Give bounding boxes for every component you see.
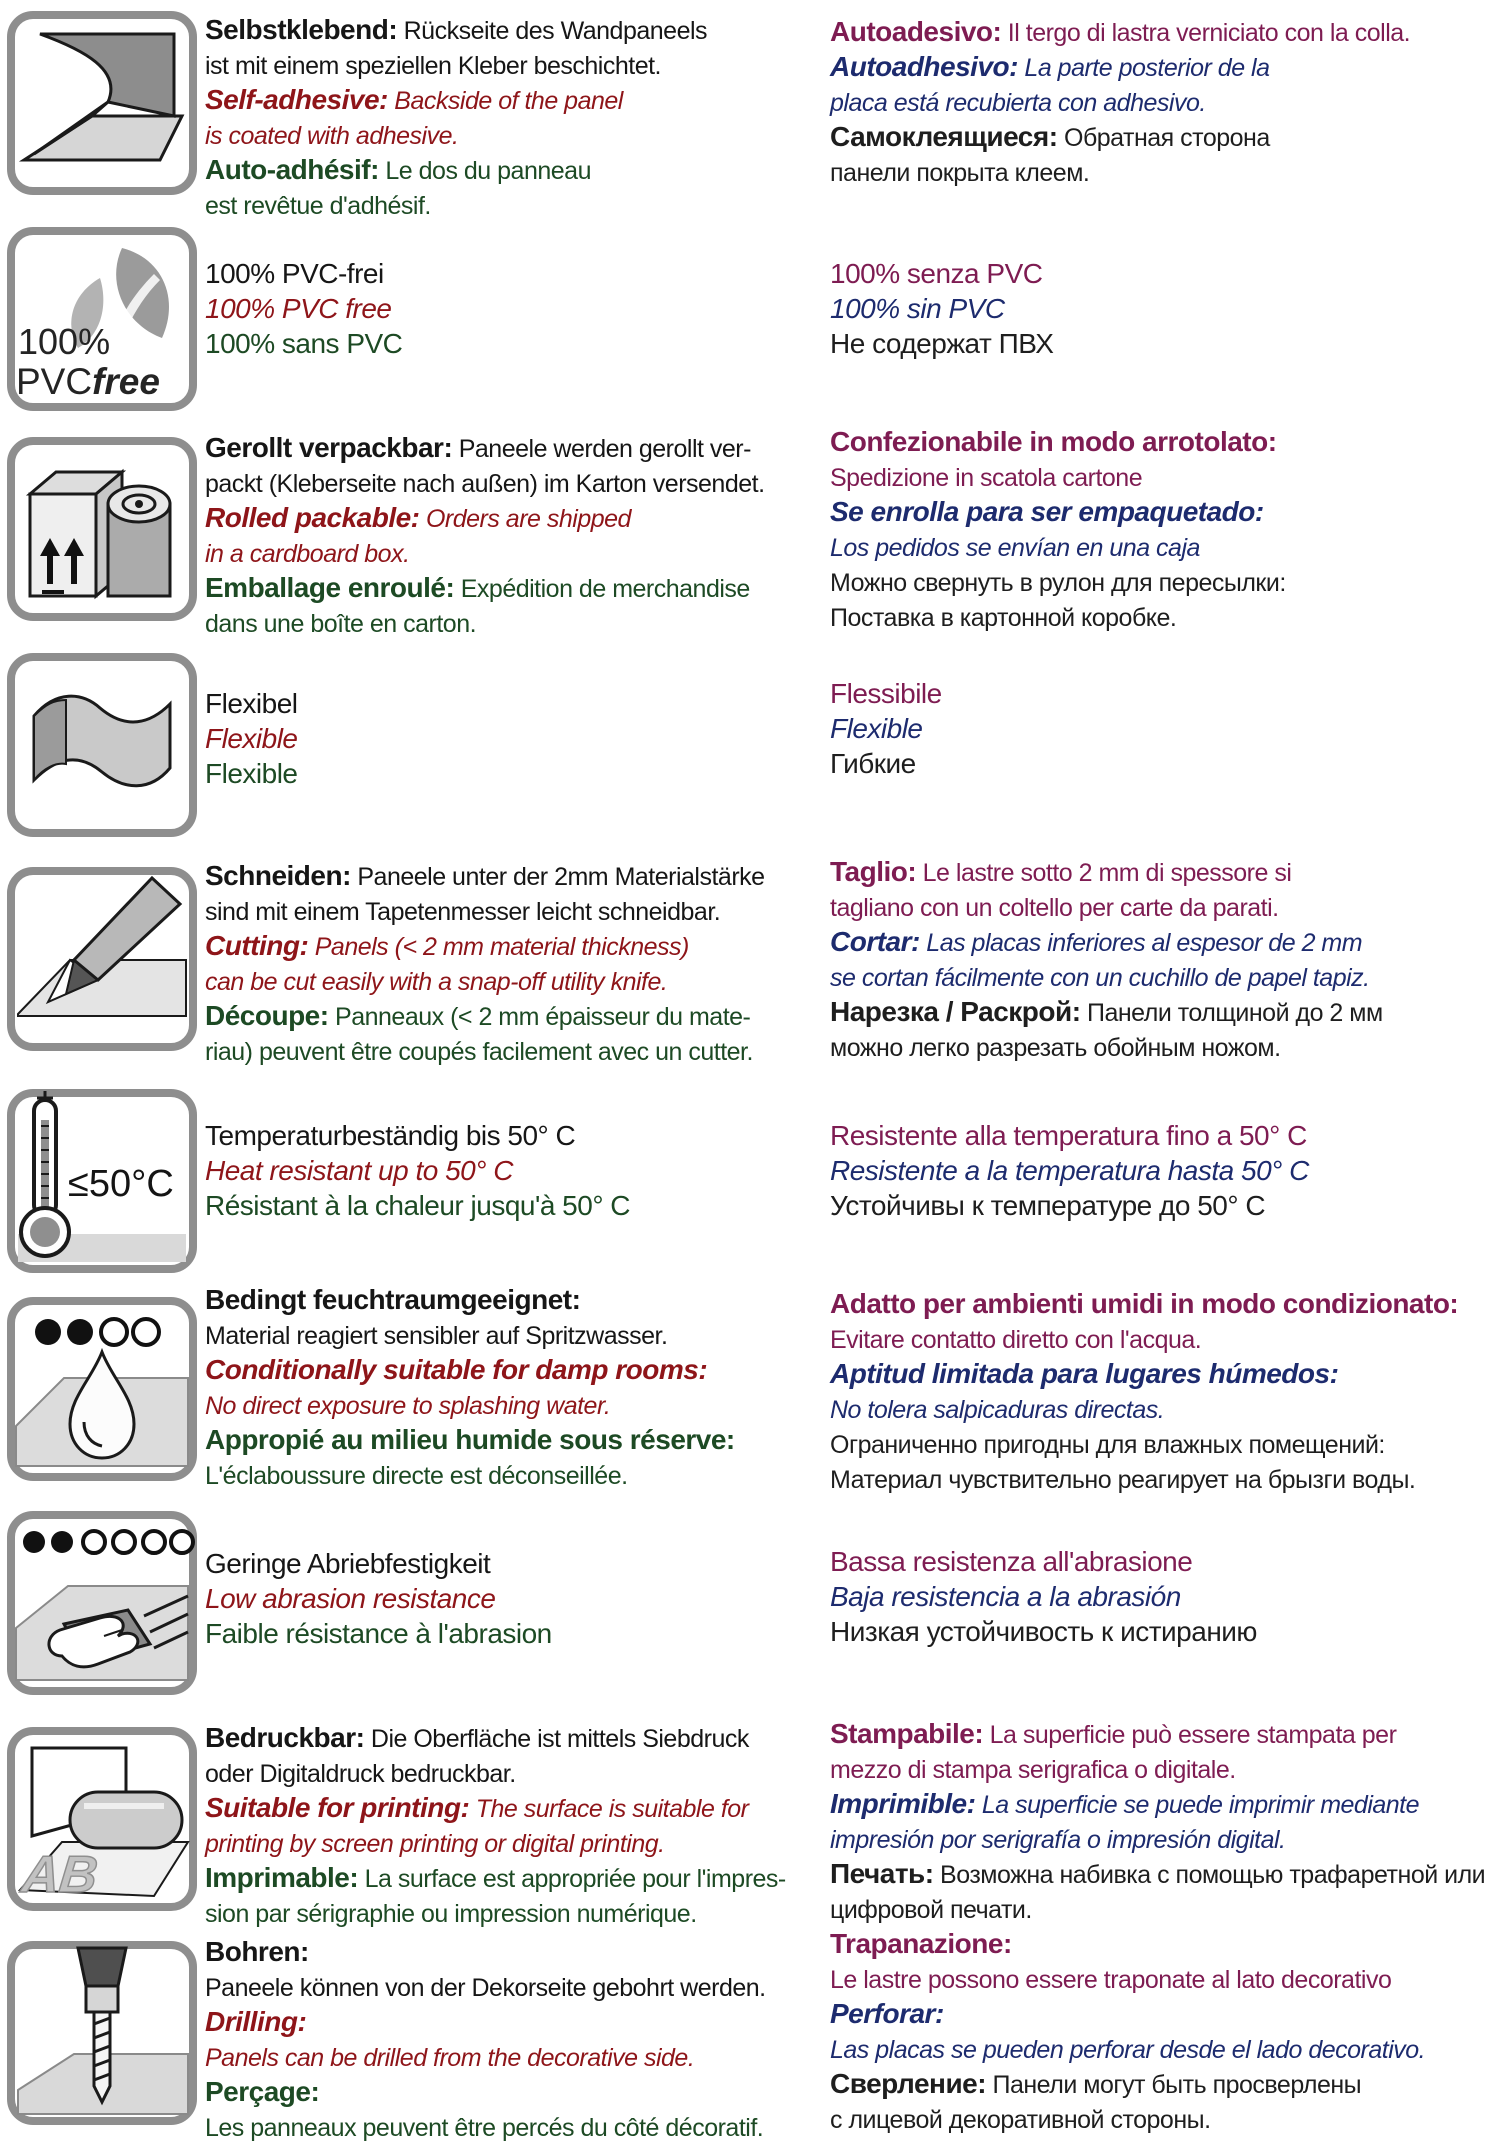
text-line bbox=[830, 959, 1495, 994]
text-body: Устойчивы к температуре до 50° C bbox=[830, 1190, 1266, 1221]
text-line bbox=[830, 746, 1495, 781]
text-body: Ограниченно пригодны для влажных помещений: bbox=[830, 1431, 1385, 1459]
text-line bbox=[830, 459, 1495, 494]
text-line bbox=[830, 1751, 1495, 1786]
text-line bbox=[205, 535, 820, 570]
text-body: printing by screen printing or digital printing. bbox=[205, 1830, 665, 1858]
text-body: Le lastre sotto 2 mm di spessore si bbox=[916, 859, 1292, 887]
text-body: Spedizione in scatola cartone bbox=[830, 464, 1143, 492]
text-line bbox=[830, 2066, 1495, 2101]
text-line bbox=[205, 893, 820, 928]
text-line bbox=[205, 1581, 820, 1616]
text-line bbox=[830, 1856, 1495, 1891]
text-line bbox=[830, 1029, 1495, 1064]
text-column-left bbox=[205, 858, 820, 1068]
text-line bbox=[830, 494, 1495, 529]
text-line bbox=[830, 1926, 1495, 1961]
text-body: Панели могут быть просверлены bbox=[986, 2071, 1362, 2099]
text-label: Cortar: bbox=[830, 926, 920, 957]
text-line bbox=[830, 854, 1495, 889]
text-line bbox=[830, 1786, 1495, 1821]
text-line bbox=[830, 676, 1495, 711]
text-line bbox=[205, 570, 820, 605]
text-body: Orders are shipped bbox=[419, 505, 631, 533]
text-body: Los pedidos se envían en una caja bbox=[830, 534, 1200, 562]
text-column-right bbox=[830, 1118, 1495, 1223]
text-body: est revêtue d'adhésif. bbox=[205, 192, 431, 220]
text-body: Faible résistance à l'abrasion bbox=[205, 1618, 552, 1649]
text-column-left bbox=[205, 1720, 820, 1930]
text-label: Stampabile: bbox=[830, 1718, 984, 1749]
text-column-left bbox=[205, 256, 820, 361]
text-column-left bbox=[205, 1282, 820, 1492]
text-line bbox=[830, 1391, 1495, 1426]
text-body: Не содержат ПВХ bbox=[830, 328, 1054, 359]
text-line bbox=[205, 500, 820, 535]
text-label: Rolled packable: bbox=[205, 502, 420, 533]
text-body: Résistant à la chaleur jusqu'à 50° C bbox=[205, 1190, 631, 1221]
text-body: Resistente alla temperatura fino a 50° C bbox=[830, 1120, 1307, 1151]
peel-icon bbox=[4, 8, 200, 198]
text-column-left bbox=[205, 1118, 820, 1223]
text-label: Autoadesivo: bbox=[830, 16, 1002, 47]
text-line bbox=[830, 424, 1495, 459]
text-body: Гибкие bbox=[830, 748, 916, 779]
temperature-icon bbox=[4, 1086, 200, 1276]
text-body: Il tergo di lastra verniciato con la colla. bbox=[1001, 19, 1411, 47]
text-line bbox=[205, 1616, 820, 1651]
text-label: Imprimible: bbox=[830, 1788, 976, 1819]
text-line bbox=[205, 291, 820, 326]
text-line bbox=[205, 47, 820, 82]
text-label: Cutting: bbox=[205, 930, 309, 961]
text-label: Perçage: bbox=[205, 2076, 320, 2107]
text-line bbox=[830, 924, 1495, 959]
text-label: Самоклеящиеся: bbox=[830, 121, 1058, 152]
svg-text:100%: 100% bbox=[18, 321, 111, 362]
text-body: dans une boîte en carton. bbox=[205, 610, 477, 638]
text-line bbox=[205, 1033, 820, 1068]
text-line bbox=[830, 291, 1495, 326]
text-body: Expédition de merchandise bbox=[454, 575, 750, 603]
text-line bbox=[830, 1579, 1495, 1614]
text-body: Rückseite des Wandpaneels bbox=[397, 17, 708, 45]
text-body: Paneele unter der 2mm Materialstärke bbox=[350, 863, 765, 891]
text-label: Suitable for printing: bbox=[205, 1792, 470, 1823]
text-line bbox=[205, 1352, 820, 1387]
text-line bbox=[205, 1317, 820, 1352]
text-body: ist mit einem speziellen Kleber beschichtet. bbox=[205, 52, 662, 80]
text-label: Découpe: bbox=[205, 1000, 329, 1031]
text-label: Gerollt verpackbar: bbox=[205, 432, 453, 463]
text-body: tagliano con un coltello per carte da parati. bbox=[830, 894, 1279, 922]
text-line bbox=[830, 1426, 1495, 1461]
text-body: Low abrasion resistance bbox=[205, 1583, 496, 1614]
text-line bbox=[205, 963, 820, 998]
text-line bbox=[830, 1961, 1495, 1996]
text-body: La surface est appropriée pour l'impres- bbox=[358, 1865, 786, 1893]
text-body: Поставка в картонной коробке. bbox=[830, 604, 1177, 632]
text-line bbox=[205, 686, 820, 721]
text-body: No direct exposure to splashing water. bbox=[205, 1392, 611, 1420]
text-body: Geringe Abriebfestigkeit bbox=[205, 1548, 491, 1579]
abrasion-icon bbox=[4, 1508, 200, 1698]
text-line bbox=[205, 430, 820, 465]
text-body: Обратная сторона bbox=[1057, 124, 1270, 152]
text-body: Die Oberfläche ist mittels Siebdruck bbox=[364, 1725, 749, 1753]
text-line bbox=[830, 529, 1495, 564]
text-label: Bedingt feuchtraumgeeignet: bbox=[205, 1284, 581, 1315]
text-label: Сверление: bbox=[830, 2068, 987, 2099]
text-line bbox=[830, 49, 1495, 84]
text-body: La superficie può essere stampata per bbox=[983, 1721, 1397, 1749]
text-label: Selbstklebend: bbox=[205, 14, 398, 45]
text-line bbox=[205, 2039, 820, 2074]
text-label: Se enrolla para ser empaquetado: bbox=[830, 496, 1264, 527]
text-line bbox=[205, 1422, 820, 1457]
text-body: sind mit einem Tapetenmesser leicht schneidbar. bbox=[205, 898, 721, 926]
text-line bbox=[205, 1457, 820, 1492]
text-line bbox=[830, 84, 1495, 119]
text-line bbox=[830, 994, 1495, 1029]
text-line bbox=[205, 1118, 820, 1153]
text-column-right bbox=[830, 256, 1495, 361]
text-label: Perforar: bbox=[830, 1998, 944, 2029]
text-line bbox=[830, 14, 1495, 49]
text-line bbox=[830, 1118, 1495, 1153]
text-line bbox=[205, 2109, 820, 2142]
text-body: цифровой печати. bbox=[830, 1896, 1032, 1924]
text-column-right bbox=[830, 14, 1495, 189]
text-line bbox=[205, 1934, 820, 1969]
text-label: Conditionally suitable for damp rooms: bbox=[205, 1354, 708, 1385]
text-column-left bbox=[205, 12, 820, 222]
text-line bbox=[205, 152, 820, 187]
text-line bbox=[205, 187, 820, 222]
text-line bbox=[830, 1891, 1495, 1926]
text-line bbox=[830, 564, 1495, 599]
text-body: панели покрыта клеем. bbox=[830, 159, 1090, 187]
text-body: Flessibile bbox=[830, 678, 942, 709]
text-body: oder Digitaldruck bedruckbar. bbox=[205, 1760, 516, 1788]
text-body: Le lastre possono essere traponate al lato decorativo bbox=[830, 1966, 1392, 1994]
text-line bbox=[830, 2031, 1495, 2066]
text-body: is coated with adhesive. bbox=[205, 122, 459, 150]
text-body: placa está recubierta con adhesivo. bbox=[830, 89, 1206, 117]
text-line bbox=[830, 1996, 1495, 2031]
text-label: Bedruckbar: bbox=[205, 1722, 365, 1753]
text-body: 100% PVC free bbox=[205, 293, 392, 324]
text-body: Panels (< 2 mm material thickness) bbox=[308, 933, 689, 961]
text-column-right bbox=[830, 1286, 1495, 1496]
text-body: riau) peuvent être coupés facilement avec un cutter. bbox=[205, 1038, 753, 1066]
text-line bbox=[830, 119, 1495, 154]
text-body: 100% PVC-frei bbox=[205, 258, 384, 289]
text-label: Confezionabile in modo arrotolato: bbox=[830, 426, 1277, 457]
text-body: packt (Kleberseite nach außen) im Karton versendet. bbox=[205, 470, 765, 498]
text-body: Материал чувствительно реагирует на брызги воды. bbox=[830, 1466, 1416, 1494]
text-line bbox=[830, 256, 1495, 291]
text-line bbox=[205, 117, 820, 152]
text-column-right bbox=[830, 1926, 1495, 2136]
roll-pack-icon bbox=[4, 434, 200, 624]
text-column-left bbox=[205, 686, 820, 791]
text-body: Les panneaux peuvent être percés du côté décoratif. bbox=[205, 2114, 764, 2142]
text-line bbox=[830, 2101, 1495, 2136]
text-body: se cortan fácilmente con un cuchillo de papel tapiz. bbox=[830, 964, 1370, 992]
text-body: Evitare contatto diretto con l'acqua. bbox=[830, 1326, 1202, 1354]
text-label: Trapanazione: bbox=[830, 1928, 1012, 1959]
text-line bbox=[205, 928, 820, 963]
text-body: Le dos du panneau bbox=[378, 157, 591, 185]
text-label: Autoadhesivo: bbox=[830, 51, 1018, 82]
text-line bbox=[830, 326, 1495, 361]
text-label: Drilling: bbox=[205, 2006, 307, 2037]
text-line bbox=[205, 12, 820, 47]
text-body: Flexibel bbox=[205, 688, 298, 719]
text-label: Adatto per ambienti umidi in modo condizionato: bbox=[830, 1288, 1459, 1319]
text-line bbox=[205, 1282, 820, 1317]
text-body: mezzo di stampa serigrafica o digitale. bbox=[830, 1756, 1236, 1784]
text-body: Las placas se pueden perforar desde el lado decorativo. bbox=[830, 2036, 1426, 2064]
text-label: Schneiden: bbox=[205, 860, 351, 891]
text-column-left bbox=[205, 1546, 820, 1651]
text-label: Auto-adhésif: bbox=[205, 154, 379, 185]
text-body: in a cardboard box. bbox=[205, 540, 410, 568]
text-line bbox=[205, 2074, 820, 2109]
printing-icon bbox=[4, 1724, 200, 1914]
cutting-icon bbox=[4, 864, 200, 1054]
text-body: Resistente a la temperatura hasta 50° C bbox=[830, 1155, 1309, 1186]
text-body: sion par sérigraphie ou impression numérique. bbox=[205, 1900, 697, 1928]
text-body: 100% sans PVC bbox=[205, 328, 403, 359]
text-line bbox=[205, 2004, 820, 2039]
text-label: Taglio: bbox=[830, 856, 917, 887]
text-column-left bbox=[205, 1934, 820, 2142]
text-line bbox=[205, 326, 820, 361]
text-line bbox=[205, 756, 820, 791]
text-line bbox=[205, 1546, 820, 1581]
text-line bbox=[205, 82, 820, 117]
text-body: Возможна набивка с помощью трафаретной или bbox=[933, 1861, 1486, 1889]
text-body: No tolera salpicaduras directas. bbox=[830, 1396, 1165, 1424]
text-body: La superficie se puede imprimir mediante bbox=[975, 1791, 1420, 1819]
text-body: impresión por serigrafía o impresión digital. bbox=[830, 1826, 1286, 1854]
text-body: Низкая устойчивость к истиранию bbox=[830, 1616, 1257, 1647]
text-line bbox=[205, 998, 820, 1033]
text-body: Las placas inferiores al espesor de 2 mm bbox=[919, 929, 1363, 957]
text-label: Imprimable: bbox=[205, 1862, 359, 1893]
text-column-left bbox=[205, 430, 820, 640]
text-column-right bbox=[830, 1716, 1495, 1926]
text-line bbox=[205, 1895, 820, 1930]
svg-text:≤50°C: ≤50°C bbox=[68, 1163, 174, 1205]
text-line bbox=[205, 256, 820, 291]
text-line bbox=[830, 889, 1495, 924]
text-line bbox=[205, 605, 820, 640]
text-body: L'éclaboussure directe est déconseillée. bbox=[205, 1462, 628, 1490]
text-body: Flexible bbox=[205, 758, 298, 789]
text-line bbox=[830, 711, 1495, 746]
text-body: Baja resistencia a la abrasión bbox=[830, 1581, 1181, 1612]
text-line bbox=[830, 1821, 1495, 1856]
text-line bbox=[205, 1969, 820, 2004]
text-body: Heat resistant up to 50° C bbox=[205, 1155, 513, 1186]
text-line bbox=[830, 1461, 1495, 1496]
text-line bbox=[830, 1614, 1495, 1649]
text-label: Нарезка / Раскрой: bbox=[830, 996, 1081, 1027]
text-line bbox=[205, 1188, 820, 1223]
text-body: Можно свернуть в рулон для пересылки: bbox=[830, 569, 1286, 597]
damp-room-icon bbox=[4, 1294, 200, 1484]
text-body: Flexible bbox=[205, 723, 298, 754]
text-column-right bbox=[830, 1544, 1495, 1649]
text-line bbox=[830, 1188, 1495, 1223]
svg-text:AB: AB bbox=[19, 1846, 101, 1904]
text-body: Paneele können von der Dekorseite gebohrt werden. bbox=[205, 1974, 766, 2002]
text-body: 100% senza PVC bbox=[830, 258, 1043, 289]
text-body: 100% sin PVC bbox=[830, 293, 1005, 324]
text-label: Aptitud limitada para lugares húmedos: bbox=[830, 1358, 1339, 1389]
text-column-right bbox=[830, 676, 1495, 781]
text-line bbox=[205, 1790, 820, 1825]
text-line bbox=[830, 1153, 1495, 1188]
text-column-right bbox=[830, 854, 1495, 1064]
text-body: Backside of the panel bbox=[387, 87, 623, 115]
text-line bbox=[205, 1720, 820, 1755]
flexible-icon bbox=[4, 650, 200, 840]
text-body: можно легко разрезать обойным ножом. bbox=[830, 1034, 1281, 1062]
text-body: Temperaturbeständig bis 50° C bbox=[205, 1120, 576, 1151]
text-label: Bohren: bbox=[205, 1936, 309, 1967]
text-line bbox=[205, 1153, 820, 1188]
text-line bbox=[205, 1825, 820, 1860]
text-line bbox=[830, 1716, 1495, 1751]
text-label: Печать: bbox=[830, 1858, 934, 1889]
text-body: can be cut easily with a snap-off utility knife. bbox=[205, 968, 668, 996]
text-label: Appropié au milieu humide sous réserve: bbox=[205, 1424, 735, 1455]
text-body: с лицевой декоративной стороны. bbox=[830, 2106, 1211, 2134]
pvc-free-icon bbox=[4, 224, 200, 414]
text-body: Flexible bbox=[830, 713, 923, 744]
text-body: Paneele werden gerollt ver- bbox=[452, 435, 751, 463]
svg-text:PVCfree: PVCfree bbox=[16, 361, 160, 402]
text-line bbox=[205, 1755, 820, 1790]
text-line bbox=[830, 599, 1495, 634]
drilling-icon bbox=[4, 1938, 200, 2128]
text-line bbox=[830, 1544, 1495, 1579]
text-line bbox=[830, 1356, 1495, 1391]
text-line bbox=[205, 721, 820, 756]
text-line bbox=[205, 1860, 820, 1895]
text-line bbox=[205, 465, 820, 500]
text-label: Self-adhesive: bbox=[205, 84, 388, 115]
text-line bbox=[830, 154, 1495, 189]
text-line bbox=[830, 1286, 1495, 1321]
text-label: Emballage enroulé: bbox=[205, 572, 455, 603]
text-body: La parte posterior de la bbox=[1017, 54, 1270, 82]
text-body: Panels can be drilled from the decorative side. bbox=[205, 2044, 695, 2072]
text-body: Panneaux (< 2 mm épaisseur du mate- bbox=[328, 1003, 751, 1031]
text-body: Material reagiert sensibler auf Spritzwasser. bbox=[205, 1322, 668, 1350]
text-body: Bassa resistenza all'abrasione bbox=[830, 1546, 1193, 1577]
text-body: The surface is suitable for bbox=[469, 1795, 749, 1823]
text-line bbox=[205, 858, 820, 893]
text-line bbox=[205, 1387, 820, 1422]
text-line bbox=[830, 1321, 1495, 1356]
text-column-right bbox=[830, 424, 1495, 634]
text-body: Панели толщиной до 2 мм bbox=[1080, 999, 1383, 1027]
